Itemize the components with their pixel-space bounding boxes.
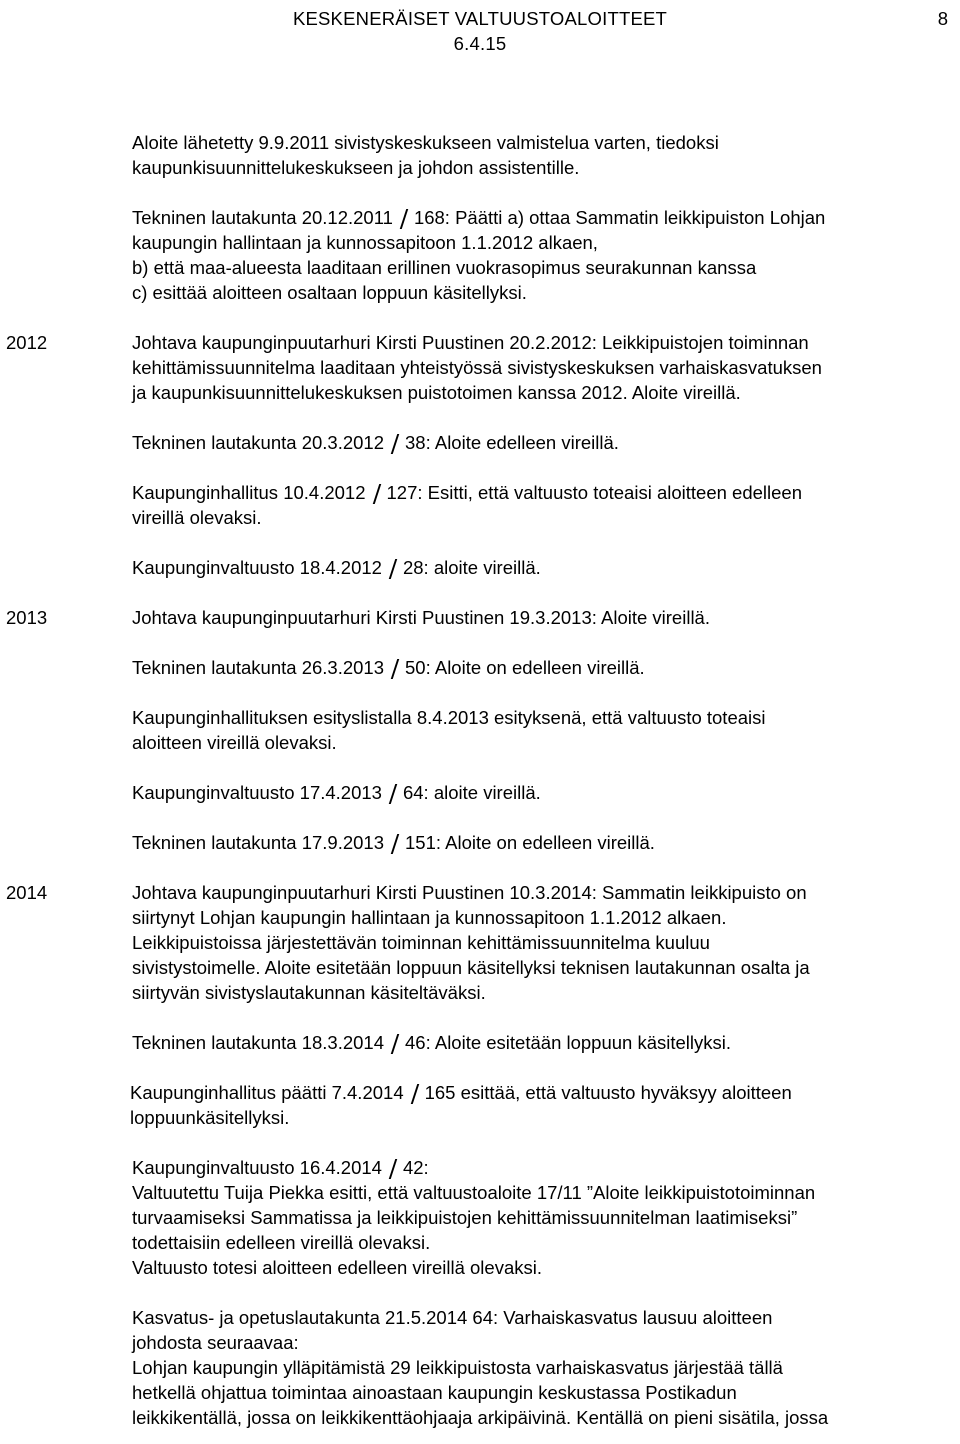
text-line: Valtuutettu Tuija Piekka esitti, että valtuustoaloite 17/11 ”Aloite leikkipuistotoiminnan — [132, 1182, 816, 1203]
text-line: hetkellä ohjattua toimintaa ainoastaan kaupungin keskustassa Postikadun — [132, 1382, 737, 1403]
section-mark-icon — [410, 1084, 419, 1102]
year-2013-paragraph-3 — [0, 705, 960, 755]
document-date: 6.4.15 — [453, 33, 507, 54]
decision-ref: Kaupunginhallitus 10.4.2012 — [132, 482, 366, 503]
decision-text: 165 esittää, että valtuusto hyväksyy aloitteen — [424, 1082, 792, 1103]
decision-text: 46: Aloite esitetään loppuun käsitellyksi. — [405, 1032, 732, 1053]
decision-text: 50: Aloite on edelleen vireillä. — [405, 657, 645, 678]
year-2014-paragraph-3 — [0, 1080, 960, 1130]
text-line — [132, 205, 940, 230]
text-line: kehittämissuunnitelma laaditaan yhteistyössä sivistyskeskuksen varhaiskasvatuksen — [132, 357, 822, 378]
decision-text: 127: Esitti, että valtuusto toteaisi aloitteen edelleen — [386, 482, 802, 503]
text-line: kaupungin hallintaan ja kunnossapitoon 1.1.2012 alkaen, — [132, 232, 598, 253]
text-line — [132, 830, 940, 855]
text-line: siirtynyt Lohjan kaupungin hallintaan ja kunnossapitoon 1.1.2012 alkaen. — [132, 907, 727, 928]
page-header — [0, 6, 960, 56]
decision-text: 42: — [402, 1157, 429, 1178]
document-title: KESKENERÄISET VALTUUSTOALOITTEET — [292, 8, 668, 29]
text-line: Aloite lähetetty 9.9.2011 sivistyskeskukseen valmistelua varten, tiedoksi — [132, 132, 719, 153]
decision-ref: Tekninen lautakunta 20.3.2012 — [132, 432, 385, 453]
section-mark-icon — [390, 834, 399, 852]
text-line — [132, 780, 940, 805]
section-mark-icon — [390, 659, 399, 677]
text-line: kaupunkisuunnittelukeskukseen ja johdon assistentille. — [132, 157, 580, 178]
text-line: turvaamiseksi Sammatissa ja leikkipuistojen kehittämissuunnitelman laatimiseksi” — [132, 1207, 798, 1228]
text-line: leikkikentällä, jossa on leikkikenttäohjaaja arkipäivinä. Kentällä on pieni sisätila, jossa — [132, 1407, 829, 1428]
year-2014-paragraph-4 — [0, 1155, 960, 1280]
text-line: johdosta seuraavaa: — [132, 1332, 299, 1353]
decision-ref: Kaupunginhallitus päätti 7.4.2014 — [130, 1082, 404, 1103]
intro-tekninen-paragraph — [0, 205, 960, 305]
year-2012-paragraph-4 — [0, 555, 960, 580]
decision-ref: Tekninen lautakunta 18.3.2014 — [132, 1032, 385, 1053]
text-line: sivistystoimelle. Aloite esitetään loppuun käsitellyksi teknisen lautakunnan osalta ja — [132, 957, 810, 978]
year-2012-paragraph-3 — [0, 480, 960, 530]
header-title-block — [0, 6, 960, 56]
text-line: Valtuusto totesi aloitteen edelleen vireillä olevaksi. — [132, 1257, 542, 1278]
text-line: ja kaupunkisuunnittelukeskuksen puistotoimen kanssa 2012. Aloite vireillä. — [132, 382, 741, 403]
text-line: c) esittää aloitteen osaltaan loppuun käsitellyksi. — [132, 282, 527, 303]
text-line: siirtyvän sivistyslautakunnan käsiteltäväksi. — [132, 982, 486, 1003]
year-2013-paragraph-1 — [0, 605, 960, 630]
decision-ref: Tekninen lautakunta 20.12.2011 — [132, 207, 393, 228]
section-mark-icon — [388, 784, 397, 802]
text-line: Kaupunginhallituksen esityslistalla 8.4.2013 esityksenä, että valtuusto toteaisi — [132, 707, 766, 728]
text-line: Johtava kaupunginpuutarhuri Kirsti Puustinen 19.3.2013: Aloite vireillä. — [132, 607, 710, 628]
text-line — [132, 655, 940, 680]
year-2014-paragraph-2 — [0, 1030, 960, 1055]
section-mark-icon — [390, 1034, 399, 1052]
text-line — [132, 480, 940, 505]
text-line — [130, 1080, 940, 1105]
year-label: 2013 — [6, 607, 48, 628]
intro-sent-paragraph — [0, 130, 960, 180]
text-line — [132, 430, 940, 455]
section-mark-icon — [399, 209, 408, 227]
decision-ref: Kaupunginvaltuusto 16.4.2014 — [132, 1157, 382, 1178]
text-line: vireillä olevaksi. — [132, 507, 262, 528]
text-line: Leikkipuistoissa järjestettävän toiminnan kehittämissuunnitelma kuuluu — [132, 932, 710, 953]
text-line — [132, 555, 940, 580]
year-2014-paragraph-5 — [0, 1305, 960, 1430]
decision-text: 38: Aloite edelleen vireillä. — [405, 432, 619, 453]
year-2013-paragraph-5 — [0, 830, 960, 855]
decision-text: 168: Päätti a) ottaa Sammatin leikkipuiston Lohjan — [413, 207, 826, 228]
decision-text: 28: aloite vireillä. — [402, 557, 541, 578]
year-label: 2014 — [6, 882, 48, 903]
text-line: Johtava kaupunginpuutarhuri Kirsti Puustinen 10.3.2014: Sammatin leikkipuisto on — [132, 882, 807, 903]
decision-ref: Tekninen lautakunta 26.3.2013 — [132, 657, 385, 678]
section-mark-icon — [390, 434, 399, 452]
text-line: Lohjan kaupungin ylläpitämistä 29 leikkipuistosta varhaiskasvatus järjestää tällä — [132, 1357, 783, 1378]
section-mark-icon — [372, 484, 381, 502]
text-line — [132, 1030, 940, 1055]
year-label: 2012 — [6, 332, 48, 353]
year-2012-paragraph-1 — [0, 330, 960, 405]
decision-ref: Kaupunginvaltuusto 17.4.2013 — [132, 782, 382, 803]
year-2014-paragraph-1 — [0, 880, 960, 1005]
section-mark-icon — [388, 1159, 397, 1177]
year-2013-paragraph-2 — [0, 655, 960, 680]
decision-text: 64: aloite vireillä. — [402, 782, 541, 803]
section-mark-icon — [388, 559, 397, 577]
decision-ref: Tekninen lautakunta 17.9.2013 — [132, 832, 385, 853]
text-line: b) että maa-alueesta laaditaan erillinen vuokrasopimus seurakunnan kanssa — [132, 257, 757, 278]
text-line: todettaisiin edelleen vireillä olevaksi. — [132, 1232, 431, 1253]
text-line: Johtava kaupunginpuutarhuri Kirsti Puustinen 20.2.2012: Leikkipuistojen toiminnan — [132, 332, 809, 353]
text-line: loppuunkäsitellyksi. — [130, 1107, 290, 1128]
year-2013-paragraph-4 — [0, 780, 960, 805]
page-number: 8 — [937, 8, 948, 29]
text-line: aloitteen vireillä olevaksi. — [132, 732, 337, 753]
decision-text: 151: Aloite on edelleen vireillä. — [405, 832, 655, 853]
decision-ref: Kaupunginvaltuusto 18.4.2012 — [132, 557, 382, 578]
year-2012-paragraph-2 — [0, 430, 960, 455]
text-line: Kasvatus- ja opetuslautakunta 21.5.2014 64: Varhaiskasvatus lausuu aloitteen — [132, 1307, 773, 1328]
document-body — [0, 130, 960, 1430]
text-line — [132, 1155, 940, 1180]
